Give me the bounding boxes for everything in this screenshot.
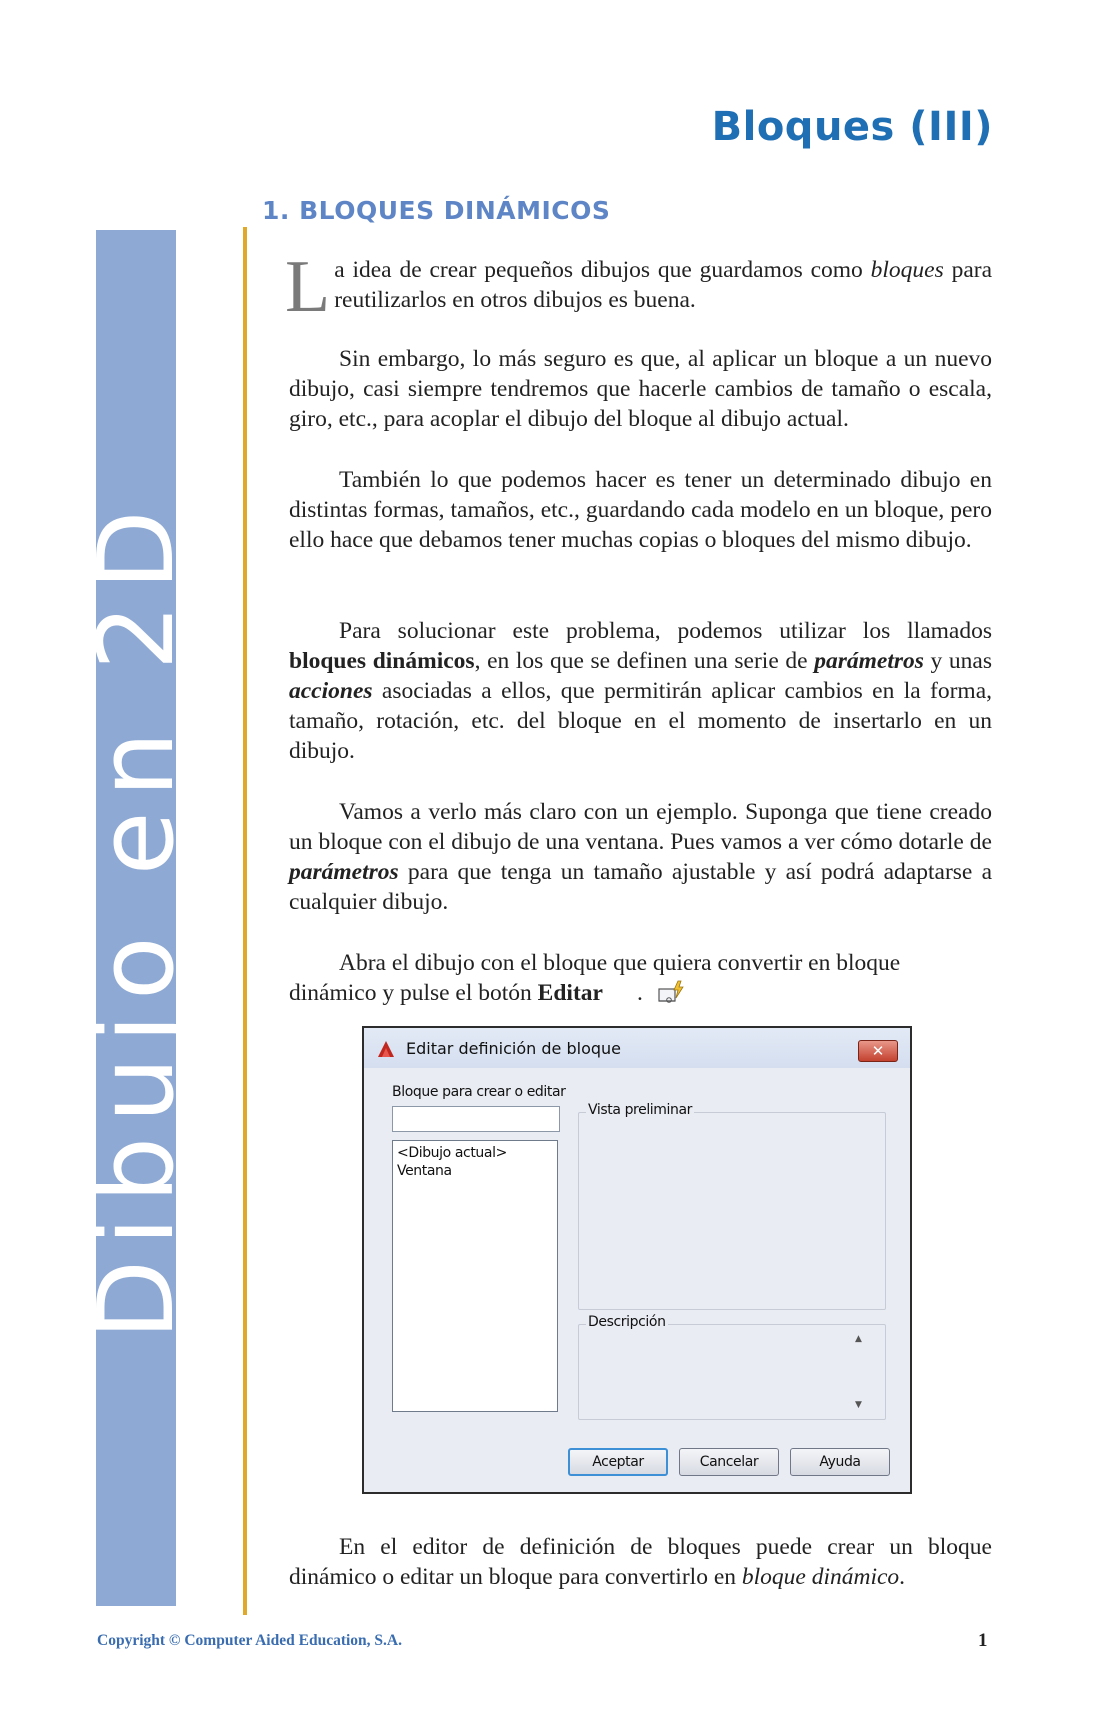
paragraph-5-text-a: Vamos a verlo más claro con un ejemplo. Suponga que tiene creado un bloque con el dibujo de una ventana. Pues vamos a ver cómo dotarle de: [289, 799, 992, 855]
scroll-up-icon[interactable]: ▲: [855, 1334, 862, 1344]
paragraph-1: [285, 246, 993, 328]
description-label: Descripción: [588, 1314, 666, 1330]
paragraph-4: [289, 616, 992, 766]
preview-label: Vista preliminar: [588, 1102, 693, 1118]
list-item[interactable]: Ventana: [397, 1163, 452, 1179]
page-number: 1: [978, 1630, 988, 1651]
paragraph-intro: [285, 246, 993, 328]
paragraph-1-text-b: para reutilizarlos en otros dibujos es buena.: [334, 257, 993, 313]
block-name-label: Bloque para crear o editar: [392, 1084, 566, 1100]
accept-button[interactable]: Aceptar: [568, 1448, 668, 1476]
help-button[interactable]: Ayuda: [790, 1448, 890, 1476]
term-bloques-dinamicos: bloques dinámicos: [289, 648, 475, 674]
edit-block-dialog: [362, 1026, 912, 1494]
paragraph-4-text-d: asociadas a ellos, que permitirán aplicar cambios en la forma, tamaño, rotación, etc. del bloque en el momento de insertarlo en un dibujo.: [289, 678, 992, 764]
section-heading: 1. BLOQUES DINÁMICOS: [262, 196, 611, 225]
description-group: [578, 1324, 886, 1420]
dialog-title: Editar definición de bloque: [406, 1039, 621, 1058]
editar-label: Editar: [537, 980, 603, 1006]
paragraph-4-text-c: y unas: [923, 648, 993, 674]
paragraph-4-text-b: , en los que se definen una serie de: [474, 648, 815, 674]
paragraph-5-text-b: para que tenga un tamaño ajustable y así podrá adaptarse a cualquier dibujo.: [289, 859, 992, 915]
block-name-input[interactable]: [392, 1106, 560, 1132]
preview-group: [578, 1112, 886, 1310]
list-item[interactable]: <Dibujo actual>: [397, 1145, 507, 1161]
page-title: Bloques (III): [711, 104, 993, 150]
close-button[interactable]: ✕: [858, 1040, 898, 1062]
block-list[interactable]: [392, 1140, 558, 1412]
dialog-titlebar: [364, 1028, 910, 1068]
paragraph-6: [289, 948, 992, 1008]
term-parametros-2: parámetros: [289, 859, 399, 885]
description-scrollbar[interactable]: [852, 1332, 868, 1412]
vertical-divider: [243, 227, 247, 1615]
paragraph-7-text-b: .: [899, 1564, 906, 1590]
sidebar-vertical-title: Dibujo en 2D: [75, 496, 197, 1340]
scroll-down-icon[interactable]: ▼: [855, 1400, 862, 1410]
paragraph-6-text-b: .: [636, 980, 643, 1006]
term-acciones: acciones: [289, 678, 373, 704]
paragraph-2: Sin embargo, lo más seguro es que, al aplicar un bloque a un nuevo dibujo, casi siempre tendremos que hacerle cambios de tamaño o escala, giro, etc., para acoplar el dibujo del bloque al dibujo actual.: [289, 346, 992, 432]
paragraph-1-italic: bloques: [870, 257, 944, 283]
paragraph-1-text-a: a idea de crear pequeños dibujos que guardamos como: [334, 257, 871, 283]
paragraph-7: [289, 1532, 992, 1592]
footer-copyright: Copyright © Computer Aided Education, S.A.: [97, 1632, 402, 1649]
autocad-app-icon: [376, 1040, 396, 1058]
cancel-button[interactable]: Cancelar: [679, 1448, 779, 1476]
paragraph-4-text-a: Para solucionar este problema, podemos utilizar los llamados: [339, 618, 992, 644]
block-edit-icon: [607, 979, 637, 1005]
term-bloque-dinamico: bloque dinámico: [741, 1564, 900, 1590]
drop-cap: L: [285, 246, 331, 328]
paragraph-5: [289, 797, 992, 917]
paragraph-7-text-a: En el editor de definición de bloques puede crear un bloque dinámico o editar un bloque para convertirlo en: [289, 1534, 992, 1590]
paragraph-6-text-a: Abra el dibujo con el bloque que quiera convertir en bloque dinámico y pulse el botón: [289, 950, 901, 1006]
paragraph-3: También lo que podemos hacer es tener un determinado dibujo en distintas formas, tamaños, etc., guardando cada modelo en un bloque, pero ello hace que debamos tener muchas copias o bloques del mismo dibujo.: [289, 467, 992, 553]
term-parametros: parámetros: [814, 648, 924, 674]
